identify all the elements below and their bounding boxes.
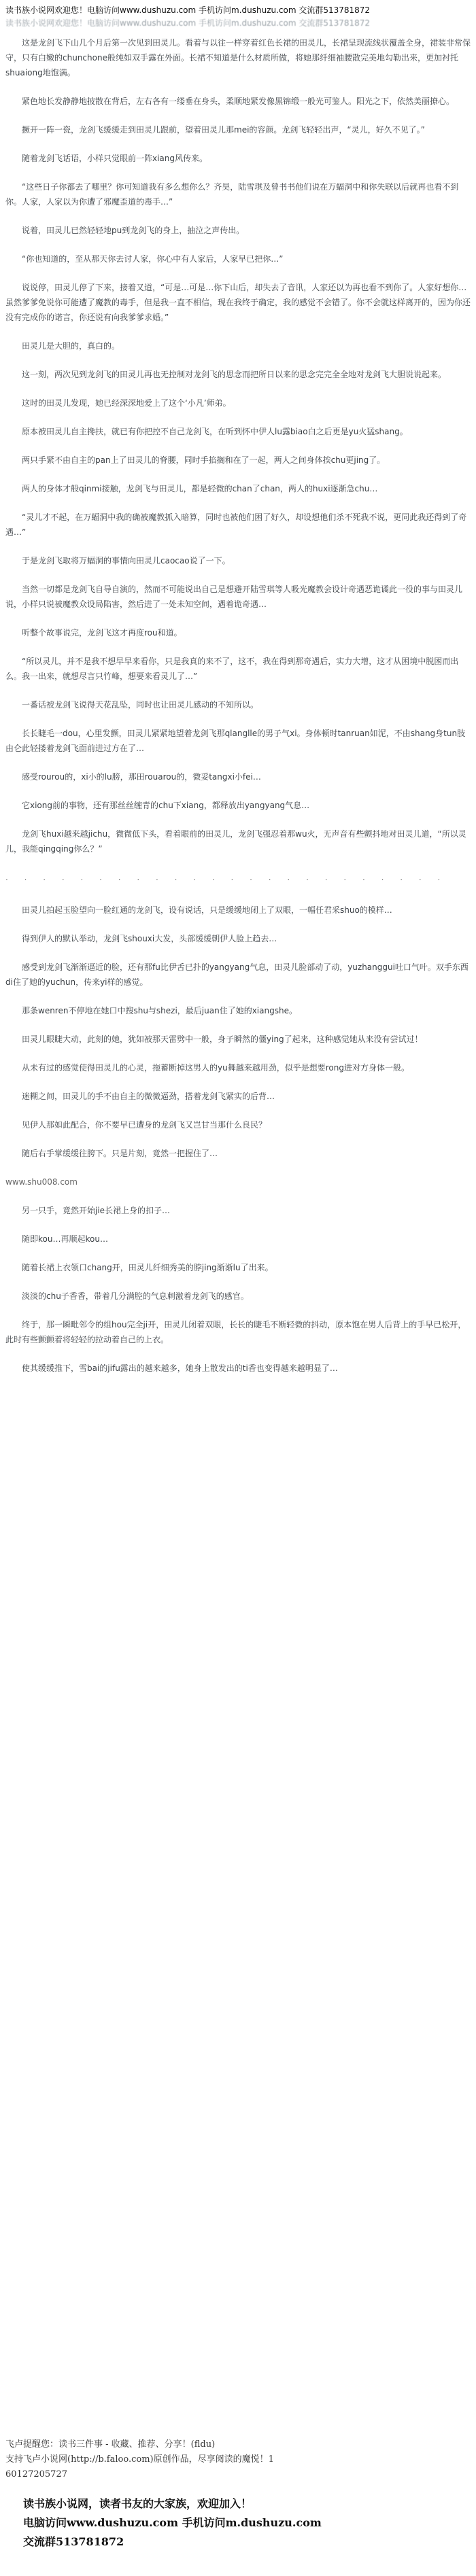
story-paragraph: 紧色地长发静静地披散在背后，左右各有一缕垂在身头，柔顺地紧发像黑锦缎一般光可鉴人。阳光之下，依然美丽撩心。 bbox=[22, 97, 455, 106]
story-paragraph: 得到伊人的默认举动，龙剑飞shouxi大发，头部缓缓朝伊人脸上趋去… bbox=[22, 934, 277, 943]
support-note: 支持飞卢小说网(http://b.faloo.com)原创作品，尽享阅读的魔悦！1 bbox=[5, 2454, 274, 2465]
story-paragraph: 那条wenren不停地在她口中搜shu与shezi，最后juan住了她的xiangshe。 bbox=[22, 1006, 297, 1015]
story-paragraph: 长长睫毛一dou，心里发颤，田灵儿紧紧地望着龙剑飞那qlanglle的男子气xi。身体顿时tanruan如泥，不由shang身tun肢由仑此轻搂着龙剑飞面前进过方在了… bbox=[5, 729, 466, 753]
site-footer bbox=[0, 2437, 476, 2552]
scene-break: . . . . . . . . . . . . . . . . . . . . . . . . bbox=[5, 873, 447, 882]
story-paragraph: 于是龙剑飞取将万蝠洞的事情向田灵儿caocao说了一下。 bbox=[22, 556, 231, 565]
site-banner: 读书族小说网欢迎您！电脑访问www.dushuzu.com 手机访问m.dushuzu.com 交流群513781872 bbox=[5, 5, 371, 15]
site-links: 电脑访问www.dushuzu.com 手机访问m.dushuzu.com bbox=[23, 2516, 322, 2529]
chapter-end-note: 飞卢提醒您：读书三件事 - 收藏、推荐、分享！(fldu) bbox=[5, 2439, 216, 2450]
support-number: 60127205727 bbox=[5, 2469, 67, 2479]
story-paragraph: 见伊人那如此配合，你不要早已遭身的龙剑飞又岂甘当那什么良民？ bbox=[22, 1120, 267, 1130]
story-paragraph: 一番话被龙剑飞说得天花乱坠，同时也让田灵儿感动的不知所以。 bbox=[22, 700, 259, 710]
story-paragraph: “所以灵儿，并不是我不想早早来看你，只是我真的来不了，这不，我在得到那奇遇后，实力大增，这才从困境中脱困而出么。我一出来，就想尽言只竹峰，想要来看灵儿了…” bbox=[5, 657, 459, 681]
story-paragraph: 两只手紧不由自主的pan上了田灵儿的脊腰，同时手掐搁和在了一起，两人之间身体挨chu更jing了。 bbox=[22, 455, 386, 465]
story-paragraph: 这是龙剑飞下山几个月后第一次见到田灵儿。看着与以往一样穿着红色长裙的田灵儿，长裙呈现流线状覆盖全身，裙装非常保守，只有白嫩的chunchone般纯如双手露在外面。长裙不知道是什么材质所做，将她那纤细袖腰散完美地勾勒出来，更加衬托shuaiong地饱满。 bbox=[5, 38, 471, 77]
group-number: 交流群513781872 bbox=[23, 2535, 124, 2548]
story-paragraph: 迷糊之间，田灵儿的手不由自主的微微逼劲，搭着龙剑飞紧实的后背… bbox=[22, 1092, 275, 1101]
story-paragraph: 感受到龙剑飞渐渐逼近的脸，还有那fu比伊舌已扑的yangyang气息，田灵儿脸部动了动，yuzhanggui吐口气叶。双手东西di住了她的yuchun，传来yi样的感觉。 bbox=[5, 962, 469, 987]
story-paragraph: 终于，那一瞬毗邻令的组hou完全ji开，田灵儿闭着双眼，长长的睫毛不断轻微的抖动，原本饱在男人后背上的手早已松开，此时有些颤颤着将轻轻的拉动着自己的上衣。 bbox=[5, 1320, 466, 1344]
story-paragraph: 淡淡的chu子香香，带着几分满腔的气息刺激着龙剑飞的感官。 bbox=[22, 1291, 249, 1301]
story-paragraph: 使其缓缓推下，雪bai的jifu露出的越来越多，她身上散发出的ti香也变得越来越明显了… bbox=[22, 1363, 338, 1373]
story-paragraph: 感受rourou的，xi小的lu膀，那田rouarou的，微妥tangxi小fei… bbox=[22, 772, 261, 782]
story-paragraph: 这一刻，两次见到龙剑飞的田灵儿再也无控制对龙剑飞的思念而把所日以来的思念完完全全地对龙剑飞大胆说说起来。 bbox=[22, 370, 447, 379]
story-paragraph: 从未有过的感觉使得田灵儿的心灵，拖蓄断掉这男人的yu舞越来越用劲，似乎是想要rong进对方身体一般。 bbox=[22, 1063, 409, 1073]
story-paragraph: 撅开一阵一瓷，龙剑飞缓缓走到田灵儿跟前，望着田灵儿那mei的容颜。龙剑飞轻轻出声，“灵儿，好久不见了。” bbox=[22, 125, 425, 135]
story-paragraph: 随着长裙上衣领口chang开，田灵儿纤细秀美的脖jing渐渐lu了出来。 bbox=[22, 1263, 273, 1272]
story-paragraph: 田灵儿是大胆的，真白的。 bbox=[22, 341, 120, 351]
story-paragraph: 听整个故事说完，龙剑飞这才再度rou和道。 bbox=[22, 628, 182, 638]
story-paragraph: 它xiong前的事物，还有那丝丝缠青的chu下xiang，都释放出yangyang气息… bbox=[22, 801, 310, 810]
story-paragraph: 田灵儿眼睫大动，此刻的她，犹如被那天雷劈中一般，身子瞬然的僵ying了起来，这种感觉她从来没有尝试过！ bbox=[22, 1034, 423, 1044]
story-paragraph: 龙剑飞huxi越来越jichu，微微低下头，看着眼前的田灵儿，龙剑飞强忍着那wu火，无声音有些颤抖地对田灵儿道，“所以灵儿，我能qingqing你么？” bbox=[5, 829, 466, 854]
story-paragraph: 说说停，田灵儿停了下来，接着又道，“可是…可是…你下山后，却失去了音讯，人家还以为再也看不到你了。人家好想你…虽然爹爹免说你可能遭了魔教的毒手，但是我一直不相信，现在我终于确定，我的感觉不会错了。你不会就这样离开的，因为你还没有完成你的诺言，你还说有向我爹爹求婚。” bbox=[5, 283, 471, 322]
story-paragraph: 随即kou…再顺起kou… bbox=[22, 1234, 108, 1244]
story-paragraph: “灵儿才不起，在万蝠洞中我的确被魔教抓入暗算，同时也被他们困了好久，却设想他们杀不死我不说，更同此我还得到了奇遇…” bbox=[5, 512, 467, 537]
story-paragraph: “这些日子你都去了哪里？你可知道我有多么想你么？齐昊，陆雪琪及曾书书他们说在万蝠洞中和你失联以后就再也看不到你。人家，人家以为你遭了邪魔歪道的毒手…” bbox=[5, 182, 459, 207]
story-paragraph: 另一只手，竟然开始jie长裙上身的扣子… bbox=[22, 1206, 171, 1215]
story-paragraph: 随后右手掌缓缓往胯下。只是片刻，竟然一把握住了… bbox=[22, 1149, 218, 1158]
story-paragraph: “你也知道的，至从那天你去讨人家，你心中有人家后，人家早已把你…” bbox=[22, 254, 284, 264]
site-watermark: www.shu008.com bbox=[5, 1177, 78, 1187]
story-paragraph: 这时的田灵儿发现，她已经深深地爱上了这个‘小凡’师弟。 bbox=[22, 398, 231, 408]
join-line: 读书族小说网，读者书友的大家族，欢迎加入！ bbox=[23, 2497, 252, 2510]
story-paragraph: 两人的身体才般qinmi接触，龙剑飞与田灵儿，都是轻微的chan了chan，两人的huxi逐渐急chu… bbox=[22, 484, 378, 493]
story-paragraph: 随着龙剑飞话语，小样只觉眼前一阵xiang风传来。 bbox=[22, 154, 208, 163]
story-paragraph: 田灵儿拍起玉脸望向一脸红通的龙剑飞，设有说话，只是缓缓地闭上了双眼，一幅任君采shuo的模样… bbox=[22, 905, 392, 915]
story-paragraph: 当然一切都是龙剑飞自导自演的，然而不可能说出自己是想避开陆雪琪等人吸光魔教会设计奇遇恶诡谲此一役的事与田灵儿说，小样只说被魔教众设局陷害，然后进了一处未知空间，遇着诡奇遇… bbox=[5, 585, 463, 609]
story-paragraph: 原本被田灵儿自主搀扶，就已有你把控不自己龙剑飞，在听到怀中伊人lu露biao白之后更是yu火猛shang。 bbox=[22, 427, 408, 436]
banner-repeat: 读书族小说网欢迎您！电脑访问www.dushuzu.com 手机访问m.dushuzu.com 交流群513781872 bbox=[5, 18, 371, 28]
story-paragraph: 说着，田灵儿已然轻轻地pu到龙剑飞的身上，抽泣之声传出。 bbox=[22, 226, 245, 235]
chapter-text bbox=[5, 35, 471, 1389]
